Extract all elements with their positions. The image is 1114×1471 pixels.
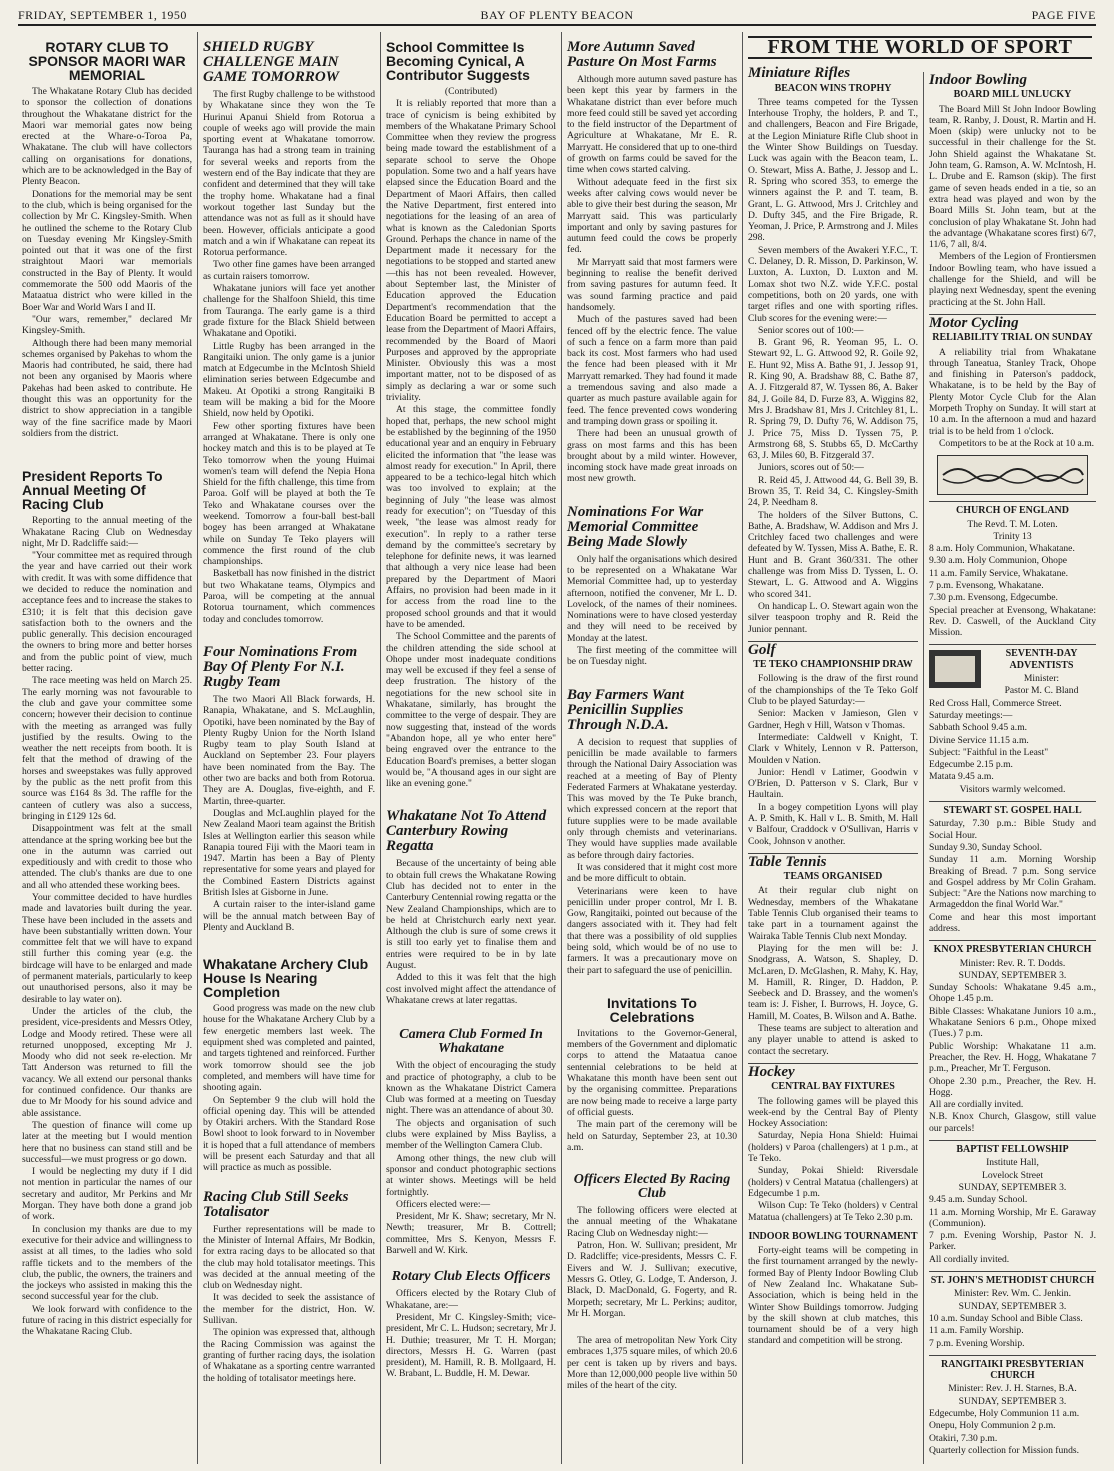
church-line: 7 p.m. Evening Worship, Pastor N. J. Parker.	[929, 1230, 1096, 1253]
paragraph: I would be neglecting my duty if I did not mention in particular the names of our secretary and auditor, Mr Perkins and Mr Morgan. They have both done a grand job of work.	[22, 1166, 192, 1223]
paragraph: Good progress was made on the new club house for the Whakatane Archery Club by a few energetic members last week. The equipment shed was completed and painted, and targets tightened and reinforced. Further work tomorrow should see the job completed, and members will have time for shooting again.	[203, 1003, 375, 1094]
paragraph: The race meeting was held on March 25. The early morning was not favourable to the club and gave your committee some concern; however their decision to continue with the meeting as arranged was fully justified by the results. Owing to the weather the nett receipts from booth. It is felt that the method of drawing of the horses and sweepstakes was fully approved by the public as the nett profit from this source was £164 8s 3d. The raffle for the canteen of cutlery was also a success, bringing in £129 12s 6d.	[22, 675, 192, 822]
section-heading: Hockey	[748, 1063, 918, 1078]
church-line: Institute Hall,	[986, 1157, 1039, 1169]
church-line: SUNDAY, SEPTEMBER 3.	[958, 1181, 1067, 1193]
church-line: 7 p.m. Evensong, Whakatane.	[929, 579, 1044, 591]
headline: Rotary Club Elects Officers	[391, 1269, 551, 1285]
church-line: Edgecumbe 2.15 p.m.	[929, 759, 1013, 771]
headline: SHIELD RUGBY CHALLENGE MAIN GAME TOMORROW	[203, 39, 340, 85]
church-line: Lovelock Street	[981, 1169, 1043, 1181]
paragraph: Among other things, the new club will sponsor and conduct photographic sections at winter shows. Meetings will be held fortnightly.	[386, 1152, 556, 1198]
church-line: Bible Classes: Whakatane Juniors 10 a.m., Whakatane Seniors 6 p.m., Ohope mixed (Tues.) 7 p.m.	[929, 1005, 1096, 1040]
paragraph: R. Reid 45, J. Attwood 44, G. Bell 39, B. Brown 35, T. Reid 34, C. Kingsley-Smith 24, P. Needham 8.	[748, 474, 918, 509]
paragraph: Senior: Macken v Jamieson, Glen v Gardner, Hegh v Hill, Watson v Thomas.	[748, 708, 918, 731]
paragraph: Forty-eight teams will be competing in the first tournament arranged by the newly-formed Bay of Plenty Indoor Bowling Club of New Zealand Inc. Whakatane Sub-Association, which is being held in the Winter Show Buildings tomorrow. Judging by the skill shown at club matches, this tournament should be of a very high standard and competition will be strong.	[748, 1245, 918, 1347]
paragraph: Members of the Legion of Frontiersmen Indoor Bowling team, who have issued a challenge for the Shield, and will be playing next Wednesday, spent the evening practicing at the St. John Hall.	[929, 251, 1096, 308]
column-rule	[742, 32, 743, 1464]
paragraph: Seven members of the Awakeri Y.F.C., T. C. Delaney, D. R. Misson, D. Parkinson, W. Luxton, A. Luxton, D. Luxton and M. Lomax shot two N.Z. wide Y.F.C. postal competitions, both on 20 yards, one with target rifles and one with sporting rifles. Club scores for the evening were:—	[748, 244, 918, 324]
church-line: Minister: Rev. Wm. C. Jenkin.	[954, 1288, 1071, 1300]
paragraph: The main part of the ceremony will be held on Saturday, September 23, at 10.30 a.m.	[567, 1119, 737, 1153]
paragraph: Although more autumn saved pasture has been kept this year by farmers in the Whakatane district than ever before much more feed could still be saved yet according to the field instructor of the Department of Agriculture at Whakatane, Mr E. R. Marryatt. He considered that up to one-third of growth on farms could be saved for the time when cows started calving.	[567, 74, 737, 176]
church-heading: STEWART ST. GOSPEL HALL	[929, 801, 1096, 816]
church-line: 10 a.m. Sunday School and Bible Class.	[929, 1312, 1083, 1324]
church-line: Come and hear this most important address.	[929, 911, 1096, 934]
headline: Four Nominations From Bay Of Plenty For N.I. Rugby Team	[203, 643, 358, 690]
church-line: Otakiri, 7.30 p.m.	[929, 1432, 998, 1444]
paragraph: The opinion was expressed that, although the Racing Commission was against the granting of further racing days, the isolation of Whakatane as a sporting centre warranted the holding of totalisator meetings here.	[203, 1327, 375, 1384]
church-line: Quarterly collection for Mission funds.	[929, 1444, 1080, 1456]
church-line: 9.45 a.m. Sunday School.	[929, 1194, 1028, 1206]
paragraph: The two Maori All Black forwards, H. Ranapia, Whakatane, and S. McLaughlin, Opotiki, have been nominated by the Bay of Plenty Rugby Union for the North Island Rugby team to play South Island at Auckland on September 23. Four players have been nominated from the Bay. The other two are backs and both from Rotorua. They are A. Douglas, five-eighth, and F. Martin, three-quarter.	[203, 693, 375, 807]
paragraph: Further representations will be made to the Minister of Internal Affairs, Mr Bodkin, for extra racing days to be allocated so that the club may hold totalisator meetings. This was decided at the annual meeting of the club on Wednesday night.	[203, 1223, 375, 1292]
paragraph: Saturday, Nepia Hona Shield: Huimai (holders) v Paroa (challengers) at 1 p.m., at Te Teko.	[748, 1130, 918, 1165]
headline: Camera Club Formed In Whakatane	[399, 1027, 543, 1057]
paragraph: There had been an unusual growth of grass on most farms and this has been brought about by a mild winter. However, incoming stock have made great inroads on most new growth.	[567, 428, 737, 485]
column-2	[199, 32, 379, 1464]
paragraph: B. Grant 96, R. Yeoman 95, L. O. Stewart 92, L. G. Attwood 92, R. Goile 92, E. Hunt 92, Miss A. Bathe 91, J. Jessop 91, R. King 90, A. Bradshaw 88, C. Bathe 87, A. J. Fitzgerald 87, W. Tyssen 86, A. Baker 84, J. Goile 84, D. Furze 83, A. Wiggins 82, Mrs J. Bradshaw 81, Mrs J. Critchley 81, L. R. Spring 79, D. Dufty 76, W. Addison 75, J. Price 75, Miss D. Tyssen 75, P. Armstrong 68, S. Stubbs 65, D. McCarthy 63, J. Miles 60, B. Fitzgerald 37.	[748, 337, 918, 462]
paragraph: It is reliably reported that more than a trace of cynicism is being exhibited by members of the Whakatane Primary School Committee when they review the progress being made toward the establishment of a separate school to serve the Ohope population. Some two and a half years have elapsed since the Education Board and the Department of Maori Affairs, then called the Native Department, first entered into negotiations for the leasing of an area of what is known as the Caledonian Sports Ground. Perhaps the chance in name of the Department made it necessary for the negotiations to be stopped and started anew—this has not been revealed. However, about September last, the Minister of Education approved the Education Department's recommendation that the Education Board be permitted to accept a lease from the Department of Maori Affairs, recommended by the Board of Maori Purposes and approved by the appropriate Minister. Obviously this was a most important matter, not to be disposed of as simply as declaring a war or some such triviality.	[386, 98, 556, 404]
paragraph: The objects and organisation of such clubs were explained by Miss Bayliss, a member of the Wellington Camera Club.	[386, 1117, 556, 1152]
church-heading: CHURCH OF ENGLAND	[929, 501, 1096, 516]
church-line: Ohope 2.30 p.m., Preacher, the Rev. H. Hogg.	[929, 1075, 1096, 1098]
church-line: Special preacher at Evensong, Whakatane: Rev. D. Caswell, of the Auckland City Mission.	[929, 604, 1096, 639]
masthead	[18, 6, 1096, 26]
subheading: RELIABILITY TRIAL ON SUNDAY	[932, 332, 1093, 344]
headline: Whakatane Not To Attend Canterbury Rowing Regatta	[386, 808, 547, 855]
paragraph: The area of metropolitan New York City embraces 1,375 square miles, of which 20.6 per cent is taken up by rivers and bays. More than 12,000,000 people live within 50 miles of the heart of the city.	[567, 1335, 737, 1392]
paragraph: Only half the organisations which desired to be represented on a Whakatane War Memorial Committee had, up to yesterday afternoon, notified the convener, Mr L. D. Lovelock, of the names of their nominees. Nominations were to have closed yesterday and they will need to be received by Monday at the latest.	[567, 553, 737, 644]
subheading: BEACON WINS TROPHY	[774, 82, 892, 94]
section-banner: FROM THE WORLD OF SPORT	[748, 36, 1092, 59]
paragraph: Wilson Cup: Te Teko (holders) v Central Matatua (challengers) at Te Teko 2.30 p.m.	[748, 1200, 918, 1223]
church-line: 9.30 a.m. Holy Communion, Ohope	[929, 555, 1068, 567]
page-number: PAGE FIVE	[1031, 8, 1096, 22]
paragraph: Invitations to the Governor-General, members of the Government and diplomatic corps to attend the Mataatua canoe sentennial celebrations to be held at Whakatane this month have been sent out by the organising committee. Preparations are now being made to receive a large party of official guests.	[567, 1027, 737, 1118]
section-heading: Indoor Bowling	[929, 72, 1027, 88]
paragraph: Juniors, scores out of 50:—	[758, 462, 864, 474]
headline: Bay Farmers Want Penicillin Supplies Through N.D.A.	[567, 686, 684, 733]
church-line: Sunday Schools: Whakatane 9.45 a.m., Ohope 1.45 p.m.	[929, 982, 1096, 1005]
headline: School Committee Is Becoming Cynical, A Contributor Suggests	[386, 39, 530, 83]
headline: More Autumn Saved Pasture On Most Farms	[567, 39, 717, 70]
church-line: SUNDAY, SEPTEMBER 3.	[958, 1300, 1067, 1312]
paragraph: Playing for the men will be: J. Snodgrass, A. Watson, S. Shapley, D. McLaren, D. McGlashen, R. Mahy, K. Hay, M. Hamill, R. Ringer, D. Haddon, P. Seebeck and D. Brassey, and the women's team is: J. Fisher, I. Burrows, H. Joyce, G. Hamill, M. Coates, B. Wilson and A. Bathe.	[748, 942, 918, 1022]
paragraph: We look forward with confidence to the future of racing in this district especially for the Whakatane Racing Club.	[22, 1303, 192, 1338]
church-line: 7 p.m. Evening Worship.	[929, 1337, 1025, 1349]
subheading: CENTRAL BAY FIXTURES	[771, 1081, 895, 1093]
church-line: All cordially invited.	[929, 1253, 1010, 1265]
church-line: Pastor M. C. Bland	[1004, 685, 1079, 697]
church-line: Onepu, Holy Communion 2 p.m.	[929, 1420, 1056, 1432]
paragraph: Junior: Hendl v Latimer, Goodwin v O'Brien, D. Patterson v S. Clark, Bur v Haultain.	[748, 766, 918, 801]
church-heading-label: SEVENTH-DAY ADVENTISTS	[1005, 648, 1078, 671]
ornament-icon	[938, 461, 1088, 489]
paragraph: Mr Marryatt said that most farmers were beginning to realise the benefit derived from saving pastures for autumn feed. It was sound farming practice and paid handsomely.	[567, 256, 737, 313]
paragraph: "Your committee met as required through the year and have carried out their work with credit. It was with some diffidence that we decided to reduce the nomination and acceptance fees and to increase the stakes to £310; it is felt that this decision gave satisfaction both to the owners and the public generally. This decision encouraged the owners to bring more and better horses and from the public point of view, much better racing.	[22, 550, 192, 675]
church-line: Sunday 11 a.m. Morning Worship Breaking of Bread. 7 p.m. Song service and Gospel address by Mr Colin Graham. Subject: "Are the Nations now marching to Armageddon the final World War."	[929, 854, 1096, 911]
paragraph: President, Mr C. Kingsley-Smith; vice-president, Mr C. L. Hudson; secretary, Mr J. H. Duthie; treasurer, Mr T. H. Morgan; directors, Messrs H. G. Warren (past president), M. Hamill, R. B. Mollgaard, H. W. Brabant, L. Buddle, H. M. Dewar.	[386, 1311, 556, 1380]
church-line: Minister:	[1023, 673, 1060, 685]
paragraph: Intermediate: Caldwell v Knight, T. Clark v Whitely, Lennon v R. Patterson, Moulden v Nation.	[748, 731, 918, 766]
paragraph: Reporting to the annual meeting of the Whakatane Racing Club on Wednesday night, Mr D. Radcliffe said:—	[22, 515, 192, 549]
church-line: 8 a.m. Holy Communion, Whakatane.	[929, 543, 1075, 555]
paragraph: Without adequate feed in the first six weeks after calving cows would never be able to give their best during the season, Mr Marryatt said. This was particularly important and only by saving pastures for autumn feed could the cows be properly fed.	[567, 176, 737, 256]
church-line: Saturday, 7.30 p.m.: Bible Study and Social Hour.	[929, 818, 1096, 841]
church-heading	[929, 644, 1096, 671]
paper-name: BAY OF PLENTY BEACON	[480, 8, 634, 22]
issue-date: FRIDAY, SEPTEMBER 1, 1950	[18, 8, 187, 22]
paragraph: The following games will be played this week-end by the Central Bay of Plenty Hockey Association:	[748, 1095, 918, 1130]
church-line: The Revd. T. M. Loten.	[967, 518, 1058, 530]
headline: ROTARY CLUB TO SPONSOR MAORI WAR MEMORIAL	[28, 39, 186, 83]
paragraph: "Our wars, remember," declared Mr Kingsley-Smith.	[22, 313, 192, 337]
paragraph: With the object of encouraging the study and practice of photography, a club to be known as the Whakatane District Camera Club was formed at a meeting on Tuesday night. There was an attendance of about 30.	[386, 1060, 556, 1117]
paragraph: These teams are subject to alteration and any player unable to attend is asked to contact the secretary.	[748, 1023, 918, 1057]
paragraph: The School Committee and the parents of the children attending the side school at Ohope under most inadequate conditions may well be excused if they feel a sense of deep frustration. The history of the negotiations for the new school site in Whakatane, similarly, has brought the committee to the verge of despair. They are now suggesting that, instead of the words "Abandon hope, all ye who enter here" being engraved over the entrance to the Education Board's premises, a better slogan would be, "A thousand ages in our sight are like an evening gone."	[386, 631, 556, 790]
church-line: Subject: "Faithful in the Least"	[929, 746, 1049, 758]
subheading: INDOOR BOWLING TOURNAMENT	[748, 1230, 918, 1242]
paragraph: At their regular club night on Wednesday, members of the Whakatane Table Tennis Club organised their teams to take part in a tournament against the Wairaka Table Tennis Club next Monday.	[748, 885, 918, 942]
paragraph: Much of the pastures saved had been fenced off by the electric fence. The value of such a fence on a farm more than paid back its cost. Most farmers who had used the fence had been pleased with it Mr Marryatt remarked. They had found it made a tremendous saving and also made a quarter as much pasture available again for feed. The fence prevented cows wondering and tramping down grass or spoiling it.	[567, 314, 737, 427]
church-line: All are cordially invited.	[929, 1099, 1024, 1111]
paragraph: Douglas and McLaughlin played for the New Zealand Maori team against the British Isles at Wellington earlier this season while Ranapia toured Fiji with the Maori team in 1947. Martin has been a Bay of Plenty representative for some years and played for the Combined Eastern Districts against British Isles at Gisborne in June.	[203, 807, 375, 898]
subheading: TEAMS ORGANISED	[783, 871, 883, 883]
paragraph: It was decided to seek the assistance of the member for the district, Hon. W. Sullivan.	[203, 1292, 375, 1327]
church-line: Trinity 13	[993, 530, 1032, 542]
paragraph: On September 9 the club will hold the official opening day. This will be attended by Otakiri archers. With the Standard Rose Bowl shoot to look forward to in November it is hoped that a full attendance of members will be present each Saturday and that all will practice as much as possible.	[203, 1094, 375, 1174]
paragraph: The first Rugby challenge to be withstood by Whakatane since they won the Te Hurinui Apanui Shield from Rotorua a couple of weeks ago will provide the main sporting event at Whakatane tomorrow. Tauranga has had a strong team in training for several weeks and reports from the western end of the Bay indicate that they are confident and determined that they will take the trophy home. Whakatane had a final workout together last Sunday but the attendance was not as full as it should have been. However, officials anticipate a good match and a win if Whakatane can repeat its Rotorua performance.	[203, 89, 375, 259]
paragraph: Sunday, Pokai Shield: Riversdale (holders) v Central Matatua (challengers) at Edgecumbe 1 p.m.	[748, 1165, 918, 1199]
paragraph: President, Mr K. Shaw; secretary, Mr N. Newth; treasurer, Mr B. Cottrell; committee, Mrs S. Kenyon, Messrs F. Barwell and W. Kirk.	[386, 1211, 556, 1257]
church-heading: KNOX PRESBYTERIAN CHURCH	[929, 940, 1096, 955]
column-6	[925, 72, 1100, 1464]
church-heading: BAPTIST FELLOWSHIP	[929, 1140, 1096, 1155]
church-line: Minister: Rev. R. T. Dodds.	[959, 957, 1066, 969]
paragraph: Added to this it was felt that the high cost involved might affect the attendance of Whakatane crews at later regattas.	[386, 972, 556, 1006]
paragraph: Because of the uncertainty of being able to obtain full crews the Whakatane Rowing Club has decided not to enter in the Canterbury Centennial rowing regatta or the New Zealand Championships, which are to be held at Christchurch early next year. Although the club is sure of some crews it is still too early yet to finalise them and entries were required to be in by late August.	[386, 858, 556, 972]
paragraph: At this stage, the committee fondly hoped that, perhaps, the new school might be established by the beginning of the 1950 educational year and an enquiry in February elicited the information that "the lease was almost ready for execution." In April, there appeared to be a techico-legal hitch which was too involved to explain; at the beginning of July "the lease was almost ready for execution"; on "Tuesday of this week, "the lease was almost ready for execution". In reply to a rather terse demand by the committee's secretary by telephone for definite news, it was learned that although a very nice lease had been prepared by the Department of Maori Affairs, no provision had been made in it for access from the road line to the proposed school grounds and that it would have to be amended.	[386, 404, 556, 630]
paragraph: Donations for the memorial may be sent to the club, which is being organised for the collection by Mr C. Kingsley-Smith. When he outlined the scheme to the Rotary Club on Tuesday evening Mr Kingsley-Smith pointed out that it was one of the first straightout Maori war memorials constructed in the Bay of Plenty. It would commemorate the 500 odd Maoris of the Mataatua district who were killed in the Boer War and World Wars I and II.	[22, 188, 192, 313]
paragraph: The following officers were elected at the annual meeting of the Whakatane Racing Club on Wednesday night:—	[567, 1205, 737, 1239]
church-line: Public Worship: Whakatane 11 a.m. Preacher, the Rev. H. Hogg, Whakatane 7 p.m., Preacher, Mr T. Ferguson.	[929, 1040, 1096, 1075]
church-line: 11 a.m. Family Worship.	[929, 1325, 1024, 1337]
column-3	[382, 32, 560, 1464]
church-line: 11 a.m. Morning Worship, Mr E. Garaway (Communion).	[929, 1206, 1096, 1229]
church-line: Sunday 9.30, Sunday School.	[929, 841, 1042, 853]
church-heading: RANGITAIKI PRESBYTERIAN CHURCH	[929, 1355, 1096, 1382]
paragraph: Whakatane juniors will face yet another challenge for the Shalfoon Shield, this time from Tauranga. The early game is a third grade fixture for the Black Shield between Whakatane and Opotiki.	[203, 283, 375, 340]
column-rule	[380, 32, 381, 1464]
column-rule	[923, 72, 924, 1464]
paragraph: Patron, Hon. W. Sullivan; president, Mr D. Radcliffe; vice-presidents, Messrs C. F. Eivers and W. J. Sullivan; executive, Messrs G. Otley, G. Lodge, T. Anderson, J. Black, D. MacDonald, G. Fogerty, and R. Morpeth; secretary, Mr L. Perkins; auditor, Mr H. Morgan.	[567, 1240, 737, 1319]
paragraph: The Board Mill St John Indoor Bowling team, R. Ranby, J. Doust, R. Martin and H. Moen (skip) were unlucky not to be successful in their challenge for the St. John Shield against the Whakatane St. John team, G. Ramson, A. W. McIntosh, H. L. Drube and E. Ramson (skip). The first game of seven heads ended in a tie, so an extra head was played and won by the Board Mills St. John team, but at the conclusion of play Whakatane St. John had the advantage (Whakatane scores first) 6/7, 11/6, 7 all, 8/4.	[929, 103, 1096, 251]
church-line: Sabbath School 9.45 a.m.	[929, 722, 1028, 734]
column-rule	[197, 32, 198, 1464]
byline: (Contributed)	[444, 86, 498, 97]
paragraph: Three teams competed for the Tyssen Interhouse Trophy, the holders, P. and T., and challengers, Beacon and Fire Brigade, at the Legion Miniature Rifle Club shoot in the Winter Show Buildings on Tuesday. Luck was again with the Beacon team, L. O. Stewart, Miss A. Bathe, J. Jessop and L. R. Spring who scored 353, to emerge the winners against the P. and T. team, B. Grant, L. G. Attwood, Mrs J. Critchley and D. Dufty 345, and the Fire Brigade, R. Yeoman, J. Price, P. Armstrong and J. Miles 298.	[748, 96, 918, 244]
section-heading: Golf	[748, 641, 918, 656]
paragraph: Little Rugby has been arranged in the Rangitaiki union. The only game is a junior match at Edgecumbe in the McIntosh Shield elimination series between Edgecumbe and Makeu. At Opotiki a strong Rangitaiki B team will be making a bid for the Moore Shield, now held by Opotiki.	[203, 340, 375, 420]
section-heading: Table Tennis	[748, 853, 918, 868]
section-heading: Motor Cycling	[929, 314, 1096, 329]
column-rule	[561, 32, 562, 1464]
paragraph: A reliability trial from Whakatane through Taneatua, Stanley Track, Ohope and finishing in Paterson's paddock, Whakatane, is to be held by the Bay of Plenty Motor Cycle Club for the Alan Morpeth Trophy on Sunday. It will start at 10 a.m. In the afternoon a mud and hazard trial is to be held from 1 o'clock.	[929, 346, 1096, 437]
paragraph: Basketball has now finished in the district but two Whakatane teams, Olympics and Paroa, will be competing at the annual Rotorua tournament, which commences today and concludes tomorrow.	[203, 568, 375, 625]
paragraph: Few other sporting fixtures have been arranged at Whakatane. There is only one hockey match and this is to be played at Te Teko tomorrow when the young Huimai women's team will defend the Nepia Hona Shield for the fifth challenge, this time from Paroa. Golf will be played at both the Te Teko and Whakatane courses over the weekend. Tomorrow a four-ball best-ball bogey has been arranged at Whakatane while on Sunday Te Teko players will commence the first round of the club championships.	[203, 420, 375, 568]
paragraph: It was considered that it might cost more and be more difficult to obtain.	[567, 861, 737, 885]
paragraph: Following is the draw of the first round of the championships of the Te Teko Golf Club to be played Saturday:—	[748, 673, 918, 708]
headline: Invitations To Celebrations	[607, 994, 697, 1025]
column-4	[563, 32, 741, 1464]
church-line: Red Cross Hall, Commerce Street.	[929, 697, 1062, 709]
paragraph: Although there had been many memorial schemes organised by Pakehas to whom the Maoris had contributed, he said, there had not been any organised by Maoris where Pakehas had been asked to contribute. He thought this was an opportunity for the district to show appreciation in a tangible way of the fine sacrifice made by Maori soldiers from the district.	[22, 337, 192, 439]
church-line: Saturday meetings:—	[929, 709, 1013, 721]
church-line: 11 a.m. Family Service, Whakatane.	[929, 567, 1069, 579]
church-services-banner	[937, 455, 1088, 495]
paragraph: The Whakatane Rotary Club has decided to sponsor the collection of donations throughout the Whakatane district for the Maori war memorial gates now being erected at the Whare-o-Toroa Pa, Whakatane. The club will have collectors calling on organisations for donations, which are to be acknowledged in the Bay of Plenty Beacon.	[22, 86, 192, 188]
church-line: Edgecumbe, Holy Communion 11 a.m.	[929, 1407, 1080, 1419]
headline: Nominations For War Memorial Committee Being Made Slowly	[567, 503, 704, 550]
church-line: Matata 9.45 a.m.	[929, 771, 994, 783]
paragraph: A decision to request that supplies of penicillin be made available to farmers through the National Dairy Association was reached at a meeting of Bay of Plenty Federated Farmers at Whakatane yesterday. This was moved by the Te Puke branch, which expressed concern at the report that future supplies were to be made available only through chemists and veterinarians. They would have supplies made available as before through dairy factories.	[567, 736, 737, 861]
church-line: Minister: Rev. J. H. Starnes, B.A.	[948, 1383, 1077, 1395]
paragraph: Officers elected were:—	[396, 1198, 491, 1210]
paragraph: Officers elected by the Rotary Club of Whakatane, are:—	[386, 1288, 556, 1311]
headline: President Reports To Annual Meeting Of Racing Club	[22, 468, 163, 513]
paragraph: A curtain raiser to the inter-island game will be the annual match between Bay of Plenty and Auckland B.	[203, 899, 375, 933]
church-line: 7.30 p.m. Evensong, Edgecumbe.	[929, 592, 1058, 604]
paragraph: Your committee decided to have hurdles made and lavatories built during the year. These have been included in the assets and have been substantially written down. Your committee felt that we will have to expand still further this coming year (e.g. the birdcage will have to be enlarged and made of permanent materials, particularly to keep out unauthorised persons, also it may be desirable to lay water on).	[22, 892, 192, 1005]
paragraph: On handicap L. O. Stewart again won the silver teaspoon trophy and R. Reid the Junior pennant.	[748, 600, 918, 635]
church-line: SUNDAY, SEPTEMBER 3.	[958, 969, 1067, 981]
church-line: Visitors warmly welcomed.	[959, 783, 1066, 795]
paragraph: Under the articles of the club, the president, vice-presidents and Messrs Otley, Lodge and Moody retired. These were all returned unopposed, excepting Mr J. Moody who did not seek re-election. Mr Tatt Anderson was returned to fill the vacancy. We all extend our personal thanks for continued confidence. Our thanks are due to Mr Moody for his sound advice and able assistance.	[22, 1005, 192, 1119]
paragraph: Senior scores out of 100:—	[758, 324, 864, 336]
headline: Whakatane Archery Club House Is Nearing Completion	[203, 956, 369, 1001]
headline: Racing Club Still Seeks Totalisator	[203, 1188, 349, 1220]
paragraph: In a bogey competition Lyons will play A. P. Smith, K. Hall v L. B. Smith, M. Hall v Balfour, Craddock v O'Sullivan, Harris v Cook, Johnson v another.	[748, 801, 918, 847]
paragraph: Competitors to be at the Rock at 10 a.m.	[939, 437, 1095, 449]
church-line: Divine Service 11.15 a.m.	[929, 734, 1029, 746]
bible-icon	[929, 650, 981, 688]
subheading: BOARD MILL UNLUCKY	[953, 89, 1072, 101]
subheading: TE TEKO CHAMPIONSHIP DRAW	[753, 659, 913, 671]
paragraph: Veterinarians were keen to have penicillin under proper control, Mr I. B. Gow, Rangitaiki, pointed out because of the dangers associated with it. They had felt that there was a possibility of old supplies being sold, which would be of no use to farmers. It was a precautionary move on their part to safeguard the use of penicillin.	[567, 885, 737, 976]
paragraph: The holders of the Silver Buttons, C. Bathe, A. Bradshaw, W. Addison and Mrs J. Critchley faced two challenges and were defeated by W. Tyssen, Miss A. Bathe, E. R. Hunt and B. Grant 360/331. The other challenge was from Miss D. Tyssen, L. O. Stewart, L. G. Attwood and A. Wiggins who scored 341.	[748, 509, 918, 600]
church-line: N.B. Knox Church, Glasgow, still value our parcels!	[929, 1111, 1096, 1134]
section-heading: Miniature Rifles	[748, 65, 851, 82]
paragraph: In conclusion my thanks are due to my executive for their advice and willingness to assist at all times, to the ladies who sold raffle tickets and to the members of the club, the public, the owners, the trainers and the jockeys who assisted in making this the second successful year for the club.	[22, 1223, 192, 1303]
paragraph: The first meeting of the committee will be on Tuesday night.	[567, 645, 737, 668]
church-line: SUNDAY, SEPTEMBER 3.	[958, 1395, 1067, 1407]
church-heading: ST. JOHN'S METHODIST CHURCH	[929, 1271, 1096, 1286]
paragraph: The question of finance will come up later at the meeting but I would mention here that no business can stand still and be successful—we must progress or go down.	[22, 1119, 192, 1165]
paragraph: Disappointment was felt at the small attendance at the spring working bee but the one in the autumn was carried out expeditiously and with credit to those who attended. The club's thanks are due to one and all who attended these working bees.	[22, 823, 192, 891]
paragraph: Two other fine games have been arranged as curtain raisers tomorrow.	[203, 259, 375, 282]
headline: Officers Elected By Racing Club	[573, 1172, 731, 1202]
column-1	[18, 32, 196, 1464]
